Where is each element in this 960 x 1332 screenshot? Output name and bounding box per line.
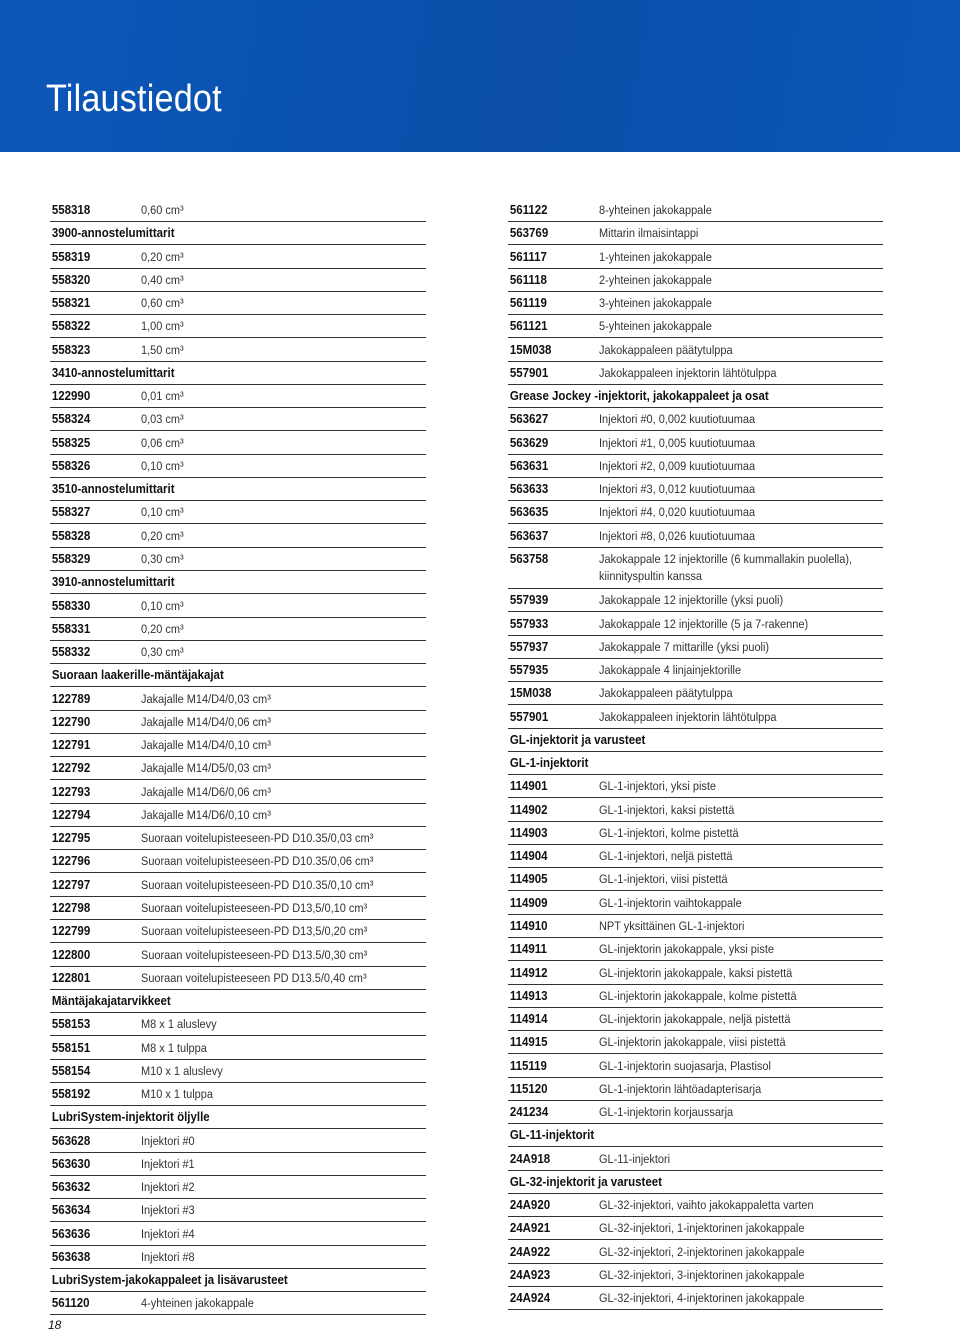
part-description: GL-1-injektorin vaihtokappale (599, 895, 742, 910)
table-row (508, 1218, 883, 1240)
part-description: 0,30 cm³ (141, 551, 184, 566)
part-description: GL-1-injektori, neljä pistettä (599, 849, 733, 864)
table-row (50, 1154, 426, 1176)
part-number: 561121 (509, 319, 548, 334)
section-heading: Mäntäjakajatarvikkeet (51, 994, 171, 1009)
table-row (508, 963, 883, 985)
part-description: Suoraan voitelupisteeseen-PD D13,5/0,20 cm³ (141, 924, 368, 939)
part-number: 557901 (509, 709, 549, 724)
table-row (508, 502, 883, 524)
section-heading: 3410-annostelumittarit (51, 365, 175, 380)
part-description: Jakokappale 12 injektorille (5 ja 7-rakenne) (599, 616, 809, 631)
part-description: 1-yhteinen jakokappale (599, 249, 712, 264)
part-number: 24A923 (509, 1267, 551, 1282)
part-number: 114913 (509, 988, 548, 1003)
part-number: 557935 (509, 663, 549, 678)
part-number: 561118 (509, 272, 547, 287)
section-heading-row (50, 572, 426, 594)
page-header-banner (0, 0, 960, 152)
part-description: GL-1-injektorin korjaussarja (599, 1105, 734, 1120)
section-heading: Suoraan laakerille-mäntäjakajat (51, 668, 224, 683)
part-number: 558151 (51, 1040, 91, 1055)
part-number: 557939 (509, 593, 549, 608)
table-row (50, 1293, 426, 1315)
table-row (508, 340, 883, 362)
part-description: Suoraan voitelupisteeseen-PD D10.35/0,10 cm³ (141, 877, 374, 892)
table-row (508, 1032, 883, 1054)
part-number: 563634 (51, 1203, 91, 1218)
part-number: 563769 (509, 226, 549, 241)
table-row (508, 869, 883, 891)
table-row (508, 1265, 883, 1287)
part-description: Jakokappaleen injektorin lähtötulppa (599, 365, 777, 380)
table-row (508, 293, 883, 315)
table-row (50, 921, 426, 943)
table-row (508, 1288, 883, 1310)
part-number: 557933 (509, 616, 549, 631)
section-heading: GL-injektorit ja varusteet (509, 732, 646, 747)
table-row (50, 1177, 426, 1199)
table-row (50, 898, 426, 920)
part-description: Jakajalle M14/D4/0,06 cm³ (141, 714, 271, 729)
table-row (50, 316, 426, 338)
part-description: 0,20 cm³ (141, 249, 184, 264)
section-heading: 3510-annostelumittarit (51, 482, 175, 497)
part-description: Injektori #0 (141, 1133, 195, 1148)
part-description: 3-yhteinen jakokappale (599, 296, 712, 311)
table-row (508, 316, 883, 338)
part-description: GL-11-injektori (599, 1151, 671, 1166)
part-description: 0,10 cm³ (141, 598, 184, 613)
table-row (508, 479, 883, 501)
table-row (50, 712, 426, 734)
part-description: Injektori #4, 0,020 kuutiotuumaa (599, 505, 756, 520)
part-number: 563637 (509, 528, 549, 543)
table-row (50, 526, 426, 548)
part-number: 114904 (509, 849, 548, 864)
section-heading-row (508, 1125, 883, 1147)
part-description: 0,10 cm³ (141, 458, 184, 473)
part-number: 558325 (51, 435, 91, 450)
part-description: Jakokappale 7 mittarille (yksi puoli) (599, 639, 770, 654)
part-description: Suoraan voitelupisteeseen-PD D10.35/0,06 cm³ (141, 854, 374, 869)
table-row (508, 823, 883, 845)
part-description: 5-yhteinen jakokappale (599, 319, 712, 334)
part-number: 558331 (51, 621, 91, 636)
part-number: 114901 (509, 779, 548, 794)
part-number: 558321 (51, 296, 91, 311)
part-number: 122791 (51, 738, 91, 753)
table-row (508, 270, 883, 292)
part-description: Injektori #8, 0,026 kuutiotuumaa (599, 528, 756, 543)
table-row (508, 409, 883, 431)
part-description: Injektori #2 (141, 1180, 195, 1195)
part-description: Injektori #1, 0,005 kuutiotuumaa (599, 435, 756, 450)
table-row (508, 939, 883, 961)
part-number: 563633 (509, 482, 549, 497)
part-number: 558327 (51, 505, 91, 520)
table-row (50, 293, 426, 315)
part-description: Jakokappaleen päätytulppa (599, 686, 733, 701)
part-description: Suoraan voitelupisteeseen-PD D13.5/0,30 cm³ (141, 947, 368, 962)
part-description: Jakokappale 4 linjainjektorille (599, 663, 742, 678)
part-description: Injektori #1 (141, 1156, 195, 1171)
part-number: 558319 (51, 249, 91, 264)
section-heading: 3910-annostelumittarit (51, 575, 175, 590)
table-row (508, 1242, 883, 1264)
table-row (508, 1149, 883, 1171)
section-heading-row (50, 1270, 426, 1292)
part-number: 122793 (51, 784, 91, 799)
part-number: 122789 (51, 691, 91, 706)
table-row (50, 782, 426, 804)
section-heading-row (50, 1107, 426, 1129)
part-number: 122798 (51, 900, 91, 915)
table-row (50, 1084, 426, 1106)
section-heading-row (508, 1172, 883, 1194)
part-description: 1,50 cm³ (141, 342, 184, 357)
table-row (508, 526, 883, 548)
table-row (50, 549, 426, 571)
table-row (50, 247, 426, 269)
section-heading: 3900-annostelumittarit (51, 226, 175, 241)
part-number: 114914 (509, 1012, 548, 1027)
part-description: Suoraan voitelupisteeseen-PD D13,5/0,10 cm³ (141, 900, 368, 915)
part-description: Jakajalle M14/D6/0,06 cm³ (141, 784, 271, 799)
part-number: 558320 (51, 272, 91, 287)
section-heading-row (508, 753, 883, 775)
part-description: M8 x 1 tulppa (141, 1040, 207, 1055)
part-description: GL-32-injektori, 1-injektorinen jakokappale (599, 1221, 805, 1236)
table-row (50, 596, 426, 618)
left-parts-table (50, 200, 426, 1317)
table-row (508, 614, 883, 636)
part-number: 561117 (509, 249, 547, 264)
part-description: GL-injektorin jakokappale, viisi pistettä (599, 1035, 786, 1050)
part-number: 122800 (51, 947, 91, 962)
part-number: 15M038 (509, 686, 552, 701)
part-description: GL-1-injektorin suojasarja, Plastisol (599, 1058, 771, 1073)
part-description: NPT yksittäinen GL-1-injektori (599, 918, 745, 933)
part-number: 122796 (51, 854, 91, 869)
part-number: 24A922 (509, 1244, 551, 1259)
part-description: Injektori #8 (141, 1249, 195, 1264)
table-row (50, 1200, 426, 1222)
table-row (508, 986, 883, 1008)
table-row (50, 735, 426, 757)
table-row (50, 875, 426, 897)
table-row (50, 805, 426, 827)
table-row (50, 502, 426, 524)
part-number: 24A918 (509, 1151, 551, 1166)
part-description: GL-1-injektorin lähtöadapterisarja (599, 1081, 762, 1096)
part-description: 0,20 cm³ (141, 528, 184, 543)
table-row (50, 945, 426, 967)
right-parts-table (508, 200, 883, 1311)
table-row (50, 270, 426, 292)
part-description: Jakajalle M14/D6/0,10 cm³ (141, 807, 271, 822)
part-number: 563628 (51, 1133, 91, 1148)
part-description: 2-yhteinen jakokappale (599, 272, 712, 287)
table-row (508, 776, 883, 798)
part-number: 563636 (51, 1226, 91, 1241)
table-row (50, 1014, 426, 1036)
part-number: 558323 (51, 342, 91, 357)
table-row (508, 363, 883, 385)
part-description: GL-injektorin jakokappale, yksi piste (599, 942, 774, 957)
section-heading: GL-32-injektorit ja varusteet (509, 1174, 662, 1189)
part-number: 122797 (51, 877, 91, 892)
table-row (50, 642, 426, 664)
table-row (50, 456, 426, 478)
part-number: 557937 (509, 639, 549, 654)
part-description: 0,03 cm³ (141, 412, 184, 427)
table-row (508, 1102, 883, 1124)
part-number: 558328 (51, 528, 91, 543)
part-number: 114910 (509, 918, 548, 933)
table-row (50, 1131, 426, 1153)
part-description: Suoraan voitelupisteeseen PD D13.5/0,40 cm³ (141, 970, 367, 985)
part-description: GL-1-injektori, viisi pistettä (599, 872, 728, 887)
part-description: M8 x 1 aluslevy (141, 1017, 217, 1032)
part-description: Mittarin ilmaisintappi (599, 226, 699, 241)
table-row (508, 800, 883, 822)
part-number: 122794 (51, 807, 91, 822)
table-row (508, 893, 883, 915)
table-row (50, 758, 426, 780)
part-number: 563629 (509, 435, 549, 450)
part-description: Jakajalle M14/D5/0,03 cm³ (141, 761, 271, 776)
part-number: 122799 (51, 924, 91, 939)
part-description: Injektori #4 (141, 1226, 195, 1241)
table-row (508, 1195, 883, 1217)
part-number: 561119 (509, 296, 547, 311)
part-description: Jakajalle M14/D4/0,10 cm³ (141, 738, 271, 753)
part-number: 563638 (51, 1249, 91, 1264)
part-number: 122990 (51, 389, 91, 404)
table-row (50, 1061, 426, 1083)
part-description: GL-32-injektori, 3-injektorinen jakokappale (599, 1267, 805, 1282)
part-description: Suoraan voitelupisteeseen-PD D10.35/0,03 cm³ (141, 831, 374, 846)
part-number: 122792 (51, 761, 91, 776)
section-heading-row (50, 991, 426, 1013)
section-heading-row (508, 730, 883, 752)
part-number: 563632 (51, 1180, 91, 1195)
part-number: 24A921 (509, 1221, 551, 1236)
part-description: 0,60 cm³ (141, 203, 184, 217)
table-row (508, 247, 883, 269)
part-description: 0,06 cm³ (141, 435, 184, 450)
table-row (50, 619, 426, 641)
table-row (508, 549, 883, 589)
part-number: 558330 (51, 598, 91, 613)
part-number: 114912 (509, 965, 548, 980)
part-number: 558318 (51, 203, 91, 217)
part-number: 114909 (509, 895, 548, 910)
table-row (508, 1079, 883, 1101)
table-row (508, 590, 883, 612)
table-row (508, 660, 883, 682)
part-description: GL-1-injektori, kolme pistettä (599, 825, 739, 840)
part-number: 561120 (51, 1296, 90, 1311)
table-row (50, 1247, 426, 1269)
part-number: 114915 (509, 1035, 548, 1050)
part-number: 563630 (51, 1156, 91, 1171)
section-heading: LubriSystem-jakokappaleet ja lisävarusteet (51, 1273, 288, 1288)
part-number: 114903 (509, 825, 548, 840)
part-number: 558332 (51, 645, 91, 660)
part-number: 24A920 (509, 1198, 551, 1213)
table-row (50, 968, 426, 990)
part-number: 558154 (51, 1063, 91, 1078)
part-number: 241234 (509, 1105, 549, 1120)
table-row (508, 433, 883, 455)
table-row (508, 223, 883, 245)
part-number: 563627 (509, 412, 549, 427)
table-row (50, 409, 426, 431)
part-number: 122801 (51, 970, 91, 985)
table-row (508, 200, 883, 222)
section-heading-row (50, 363, 426, 385)
table-row (50, 828, 426, 850)
part-description: Jakokappaleen injektorin lähtötulppa (599, 709, 777, 724)
section-heading: GL-1-injektorit (509, 756, 589, 771)
table-row (508, 707, 883, 729)
part-number: 558192 (51, 1087, 91, 1102)
part-number: 115119 (509, 1058, 547, 1073)
part-number: 15M038 (509, 342, 552, 357)
table-row (508, 1009, 883, 1031)
part-description: GL-1-injektori, kaksi pistettä (599, 802, 735, 817)
part-description: GL-1-injektori, yksi piste (599, 779, 717, 794)
part-number: 558329 (51, 551, 91, 566)
part-description: 0,20 cm³ (141, 621, 184, 636)
part-description: 0,60 cm³ (141, 296, 184, 311)
part-number: 114911 (509, 942, 547, 957)
part-description: Injektori #0, 0,002 kuutiotuumaa (599, 412, 756, 427)
part-description: 1,00 cm³ (141, 319, 184, 334)
section-heading-row (50, 223, 426, 245)
part-description: GL-32-injektori, 2-injektorinen jakokappale (599, 1244, 805, 1259)
part-description: 4-yhteinen jakokappale (141, 1296, 254, 1311)
table-row (508, 1056, 883, 1078)
part-description: 0,40 cm³ (141, 272, 184, 287)
part-number: 24A924 (509, 1291, 551, 1306)
page-number: 18 (48, 1318, 62, 1332)
part-description: GL-32-injektori, 4-injektorinen jakokappale (599, 1291, 805, 1306)
part-number: 558322 (51, 319, 91, 334)
part-number: 115120 (509, 1081, 548, 1096)
part-number: 561122 (509, 203, 548, 217)
part-description: GL-injektorin jakokappale, kaksi pistettä (599, 965, 793, 980)
part-description: Jakokappaleen päätytulppa (599, 342, 733, 357)
part-description: Jakajalle M14/D4/0,03 cm³ (141, 691, 271, 706)
table-row (508, 683, 883, 705)
table-row (508, 456, 883, 478)
part-description: 0,10 cm³ (141, 505, 184, 520)
part-number: 557901 (509, 365, 549, 380)
table-row (508, 637, 883, 659)
section-heading: Grease Jockey -injektorit, jakokappaleet ja osat (509, 389, 769, 404)
table-row (50, 1038, 426, 1060)
part-description: 0,01 cm³ (141, 389, 184, 404)
part-number: 114902 (509, 802, 548, 817)
part-number: 558326 (51, 458, 91, 473)
part-description: Jakokappale 12 injektorille (yksi puoli) (599, 593, 784, 608)
table-row (50, 433, 426, 455)
table-row (50, 386, 426, 408)
part-number: 558324 (51, 412, 91, 427)
part-number: 122795 (51, 831, 91, 846)
part-number: 558153 (51, 1017, 91, 1032)
table-row (50, 340, 426, 362)
part-description: Injektori #2, 0,009 kuutiotuumaa (599, 458, 756, 473)
table-row (50, 1224, 426, 1246)
part-number: 114905 (509, 872, 548, 887)
part-description: Injektori #3 (141, 1203, 195, 1218)
section-heading: LubriSystem-injektorit öljylle (51, 1110, 210, 1125)
part-number: 122790 (51, 714, 91, 729)
section-heading: GL-11-injektorit (509, 1128, 595, 1143)
section-heading-row (50, 479, 426, 501)
part-description: Injektori #3, 0,012 kuutiotuumaa (599, 482, 756, 497)
table-row (508, 916, 883, 938)
table-row (50, 851, 426, 873)
table-row (50, 200, 426, 222)
part-number: 563758 (509, 551, 549, 566)
table-row (50, 689, 426, 711)
page-title: Tilaustiedot (46, 78, 222, 120)
part-description: GL-injektorin jakokappale, kolme pistettä (599, 988, 797, 1003)
part-description: M10 x 1 tulppa (141, 1087, 213, 1102)
part-description: GL-injektorin jakokappale, neljä pistettä (599, 1012, 791, 1027)
part-number: 563631 (509, 458, 549, 473)
section-heading-row (50, 665, 426, 687)
part-description: 0,30 cm³ (141, 645, 184, 660)
part-description: Jakokappale 12 injektorille (6 kummallakin puolella), kiinnityspultin kanssa (599, 551, 853, 583)
part-description: GL-32-injektori, vaihto jakokappaletta varten (599, 1198, 814, 1213)
part-description: 8-yhteinen jakokappale (599, 203, 712, 217)
part-number: 563635 (509, 505, 549, 520)
section-heading-row (508, 386, 883, 408)
table-row (508, 846, 883, 868)
part-description: M10 x 1 aluslevy (141, 1063, 223, 1078)
